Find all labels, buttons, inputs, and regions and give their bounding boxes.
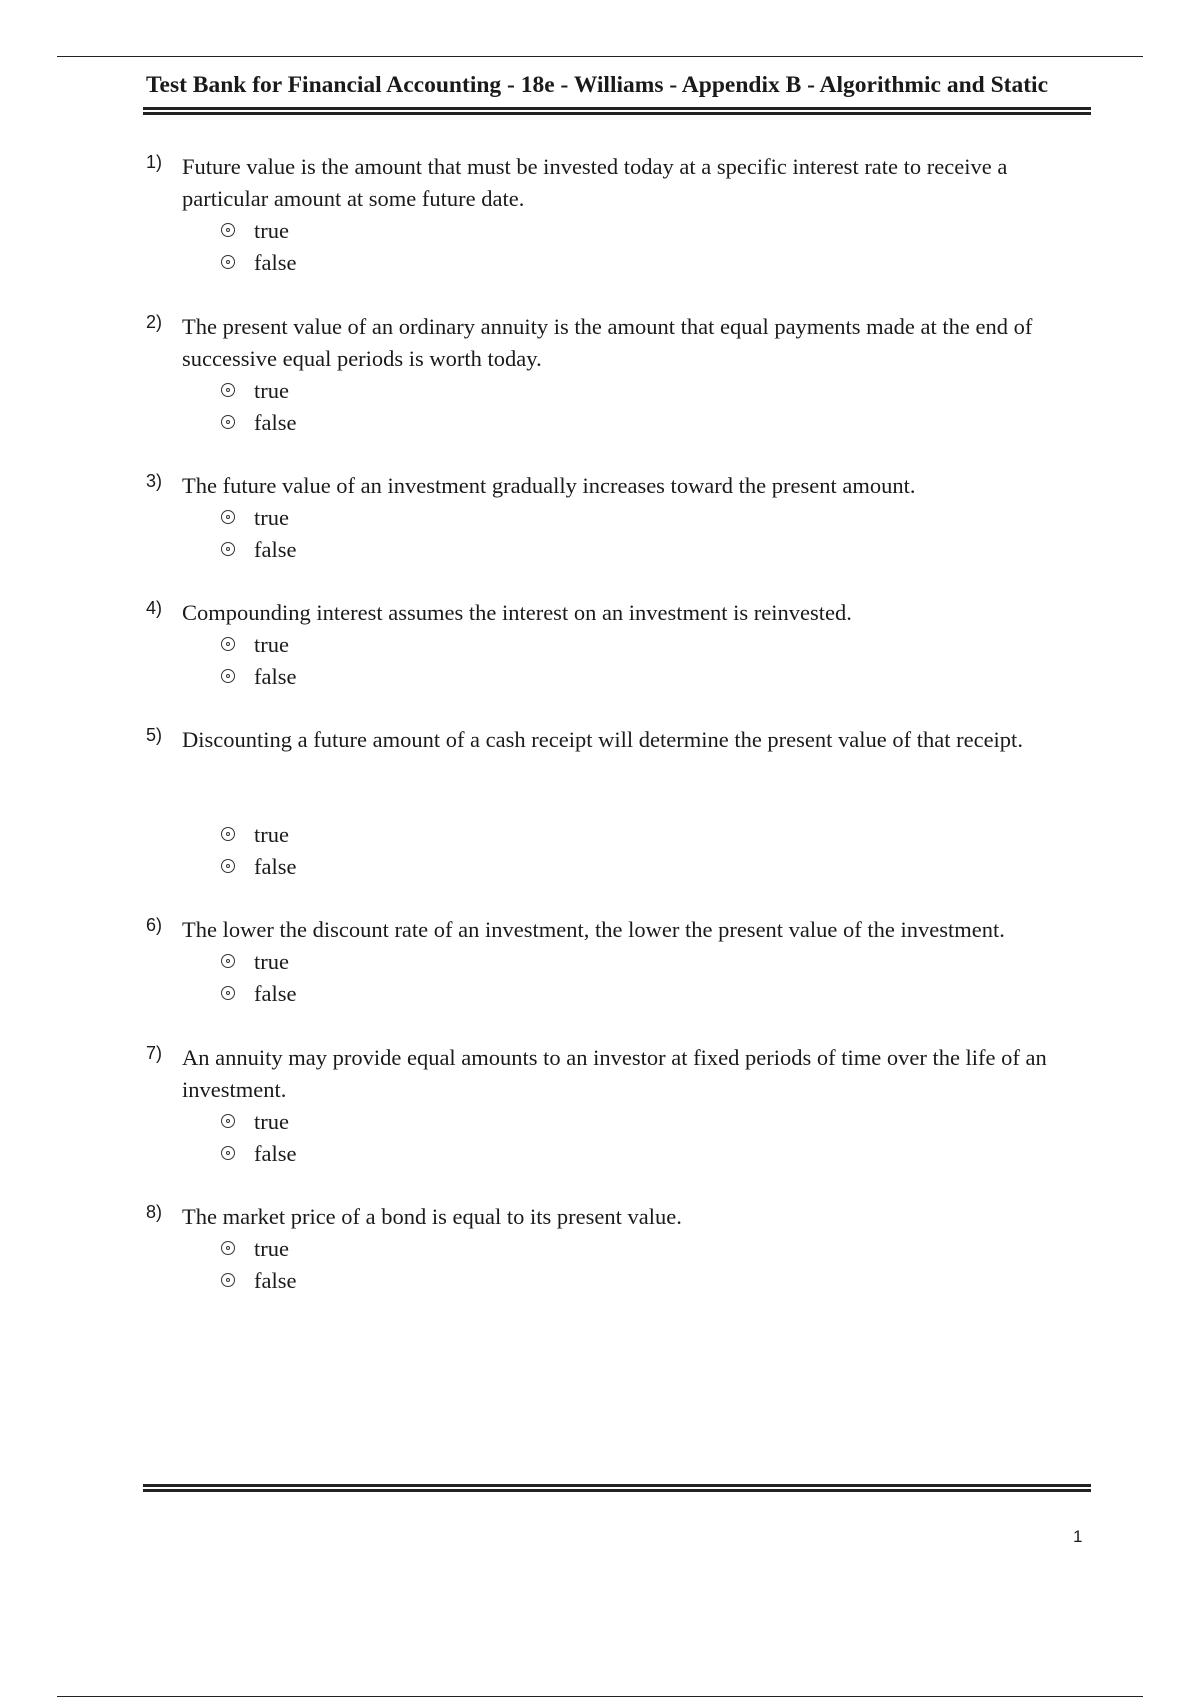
- option-label: true: [254, 505, 289, 530]
- question-text: Compounding interest assumes the interest on an investment is reinvested.: [182, 600, 852, 625]
- radio-button-icon[interactable]: [221, 542, 235, 556]
- radio-button-icon[interactable]: [221, 223, 235, 237]
- question-8: [146, 1201, 1096, 1297]
- option-label: true: [254, 218, 289, 243]
- option-label: false: [254, 981, 297, 1006]
- question-1: [146, 151, 1096, 279]
- question-number: 5): [146, 725, 163, 745]
- question-text: An annuity may provide equal amounts to an investor at fixed periods of time over the life of an investment.: [182, 1045, 1047, 1102]
- question-5: [146, 724, 1096, 883]
- option-label: false: [254, 250, 297, 275]
- question-6: [146, 914, 1096, 1010]
- option-true[interactable]: [221, 629, 1096, 661]
- page-top-rule: [57, 56, 1143, 57]
- option-true[interactable]: [221, 1233, 1096, 1265]
- option-label: true: [254, 949, 289, 974]
- radio-button-icon[interactable]: [221, 859, 235, 873]
- answer-spacing: [146, 756, 1096, 819]
- radio-button-icon[interactable]: [221, 1273, 235, 1287]
- radio-button-icon[interactable]: [221, 669, 235, 683]
- radio-button-icon[interactable]: [221, 827, 235, 841]
- option-label: true: [254, 822, 289, 847]
- question-4: [146, 597, 1096, 693]
- question-text: The future value of an investment gradually increases toward the present amount.: [182, 473, 916, 498]
- question-3: [146, 470, 1096, 566]
- option-false[interactable]: [221, 978, 1096, 1010]
- question-number: 7): [146, 1043, 163, 1063]
- option-false[interactable]: [221, 661, 1096, 693]
- option-label: false: [254, 537, 297, 562]
- option-label: false: [254, 854, 297, 879]
- radio-button-icon[interactable]: [221, 415, 235, 429]
- question-text: Discounting a future amount of a cash receipt will determine the present value of that receipt.: [182, 727, 1023, 752]
- header-double-rule: [143, 107, 1091, 115]
- option-false[interactable]: [221, 407, 1096, 439]
- footer-double-rule: [143, 1484, 1091, 1492]
- radio-button-icon[interactable]: [221, 1146, 235, 1160]
- question-text: The present value of an ordinary annuity is the amount that equal payments made at the end of successive equal periods is worth today.: [182, 314, 1033, 371]
- page-number: 1: [1073, 1527, 1083, 1546]
- radio-button-icon[interactable]: [221, 255, 235, 269]
- option-label: false: [254, 410, 297, 435]
- option-false[interactable]: [221, 851, 1096, 883]
- option-true[interactable]: [221, 502, 1096, 534]
- option-true[interactable]: [221, 1106, 1096, 1138]
- option-false[interactable]: [221, 534, 1096, 566]
- radio-button-icon[interactable]: [221, 637, 235, 651]
- option-true[interactable]: [221, 946, 1096, 978]
- radio-button-icon[interactable]: [221, 383, 235, 397]
- option-label: true: [254, 632, 289, 657]
- option-label: false: [254, 1141, 297, 1166]
- page-bottom-rule: [57, 1696, 1143, 1697]
- radio-button-icon[interactable]: [221, 986, 235, 1000]
- question-number: 2): [146, 312, 163, 332]
- question-text: The lower the discount rate of an investment, the lower the present value of the investment.: [182, 917, 1005, 942]
- question-2: [146, 311, 1096, 439]
- question-number: 3): [146, 471, 163, 491]
- option-true[interactable]: [221, 375, 1096, 407]
- question-7: [146, 1042, 1096, 1170]
- radio-button-icon[interactable]: [221, 954, 235, 968]
- radio-button-icon[interactable]: [221, 1114, 235, 1128]
- option-false[interactable]: [221, 1138, 1096, 1170]
- option-false[interactable]: [221, 247, 1096, 279]
- question-number: 4): [146, 598, 163, 618]
- question-text: Future value is the amount that must be invested today at a specific interest rate to receive a particular amount at some future date.: [182, 154, 1008, 211]
- radio-button-icon[interactable]: [221, 510, 235, 524]
- option-label: false: [254, 1268, 297, 1293]
- question-text: The market price of a bond is equal to its present value.: [182, 1204, 682, 1229]
- question-number: 6): [146, 915, 163, 935]
- option-label: true: [254, 1109, 289, 1134]
- question-number: 8): [146, 1202, 163, 1222]
- page-header-title: Test Bank for Financial Accounting - 18e - Williams - Appendix B - Algorithmic and Static: [146, 72, 1049, 98]
- option-false[interactable]: [221, 1265, 1096, 1297]
- option-label: true: [254, 1236, 289, 1261]
- question-number: 1): [146, 152, 163, 172]
- option-true[interactable]: [221, 819, 1096, 851]
- option-label: false: [254, 664, 297, 689]
- option-label: true: [254, 378, 289, 403]
- radio-button-icon[interactable]: [221, 1241, 235, 1255]
- option-true[interactable]: [221, 215, 1096, 247]
